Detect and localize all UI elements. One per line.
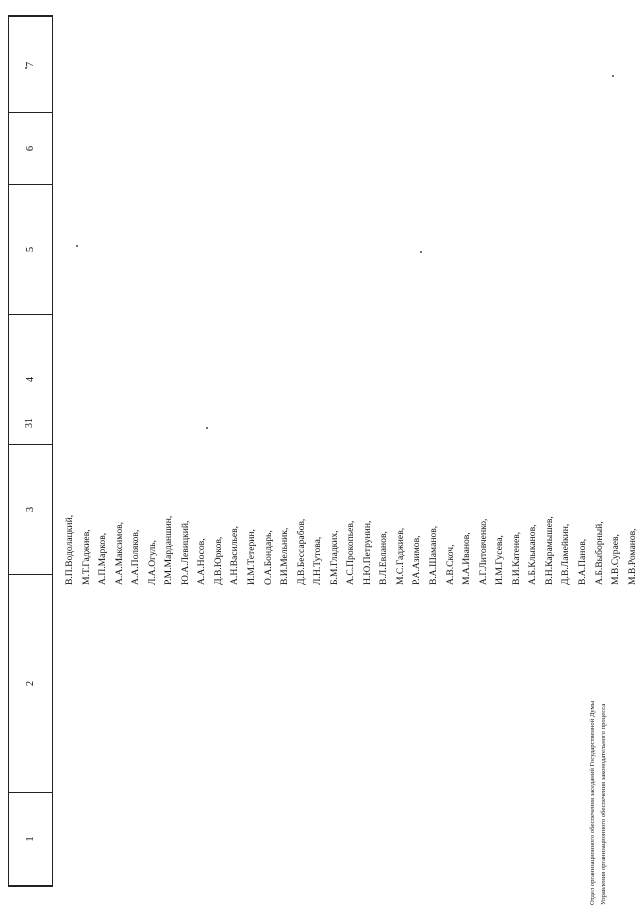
column-header-5: 5 [9, 185, 53, 315]
list-item: И.М.Гусева, [494, 535, 506, 585]
footer-line: Управления организационного обеспечения законодательного процесса [600, 703, 607, 905]
column-header-6: 6 [9, 113, 53, 185]
list-item: В.И.Мельник, [279, 527, 291, 585]
list-item: Н.Ю.Петрунин, [361, 520, 373, 585]
column-header-1: 1 [9, 793, 53, 887]
scan-speck [612, 75, 614, 77]
list-item: А.С.Прокопьев, [345, 520, 357, 585]
list-item: В.А.Шаманов, [428, 525, 440, 585]
list-item: Л.А.Огуль, [146, 539, 158, 585]
list-item: Ю.А.Левицкий, [179, 520, 191, 585]
list-item: В.А.Панов, [576, 538, 588, 585]
scan-speck [25, 67, 27, 69]
list-item: А.А.Носов, [196, 538, 208, 585]
list-item: М.С.Гаджиев, [394, 527, 406, 585]
list-item: О.А.Бондарь, [262, 530, 274, 585]
scan-speck [76, 245, 78, 247]
list-item: Д.В.Бессарабов, [295, 518, 307, 585]
list-item: Л.Н.Тутова, [312, 536, 324, 585]
list-item: А.В.Скоч, [444, 544, 456, 585]
list-item: Б.М.Гладких, [328, 530, 340, 585]
column-header-3: 3 [9, 445, 53, 575]
list-item: В.Л.Евланов, [378, 531, 390, 585]
list-item: А.Г.Литовченко, [477, 518, 489, 585]
column-header-7: 7 [9, 16, 53, 113]
list-item: М.Т.Гаджиев, [80, 529, 92, 585]
list-item: А.Б.Выборный, [593, 521, 605, 585]
list-item: М.А.Иванов, [461, 532, 473, 585]
footer-line: Отдел организационного обеспечения заседаний Государственной Думы [589, 700, 596, 905]
list-item: Д.В.Юрков, [212, 536, 224, 585]
scan-speck [420, 251, 422, 253]
list-item: И.М.Тетерин, [246, 529, 258, 585]
list-item: М.В.Сураев, [610, 534, 622, 585]
list-item: В.П.Водолацкий, [64, 514, 75, 585]
list-item: В.И.Катенев, [510, 531, 522, 585]
list-item: М.В.Романов, [626, 528, 638, 585]
list-item: Р.А.Азимов, [411, 535, 423, 585]
list-item: А.Н.Васильев, [229, 525, 241, 585]
scan-speck [206, 427, 208, 429]
list-item: Д.В.Ламейкин, [560, 523, 572, 585]
column-header-4: 4 [9, 315, 53, 445]
list-item: В.Н.Карамышев, [543, 516, 555, 585]
list-item: А.А.Поляков, [130, 529, 142, 585]
column-header-2: 2 [9, 575, 53, 793]
column-header-table [8, 15, 53, 887]
footer-department [587, 575, 609, 905]
deputy-names-list [62, 365, 640, 585]
list-item: А.П.Марков, [97, 532, 109, 585]
list-item: Р.М.Марданшин, [163, 515, 175, 585]
list-item: А.Б.Клыканов, [527, 524, 539, 585]
page-number: 31 [24, 418, 35, 428]
header-row [9, 16, 53, 886]
list-item: А.А.Максимов, [113, 521, 125, 585]
